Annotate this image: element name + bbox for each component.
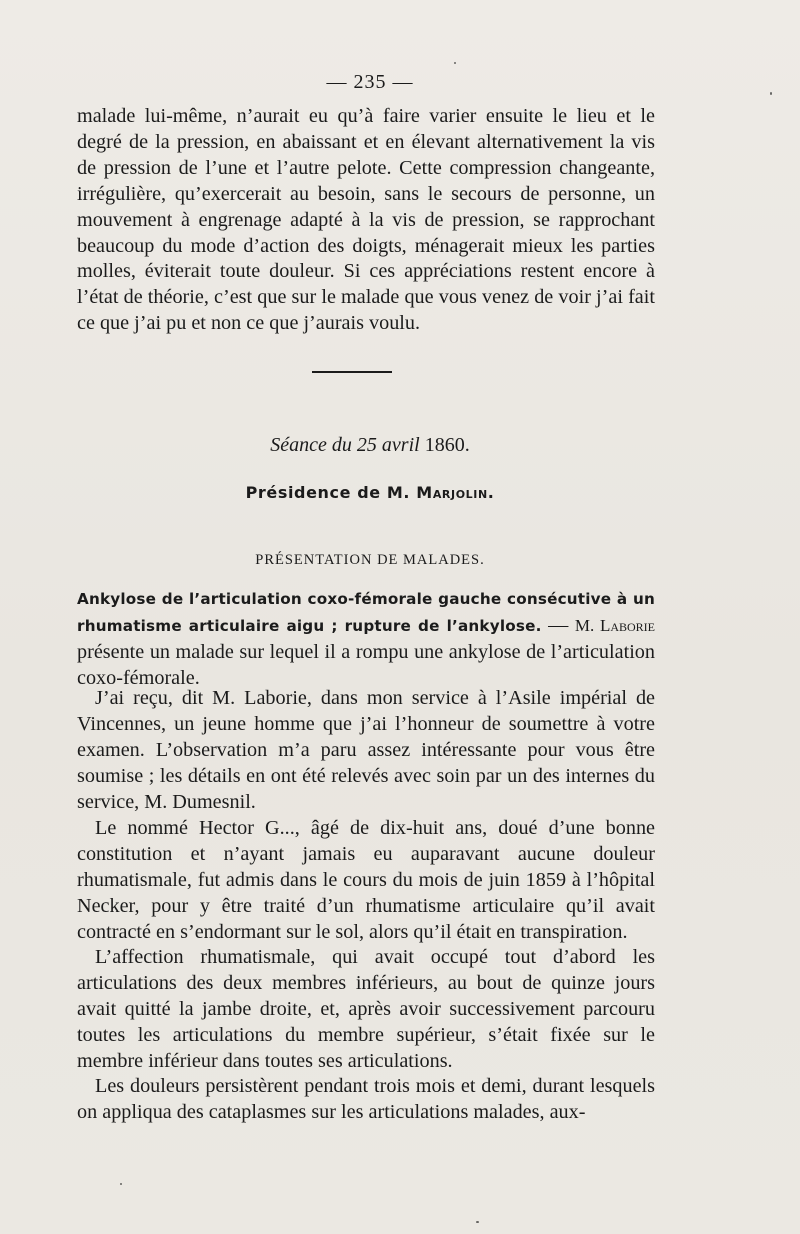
paragraph-laborie-report: J’ai reçu, dit M. Laborie, dans mon service à l’Asile impérial de Vincennes, un jeune homme que j’ai l’honneur de soumettre à votre examen. L’observation m’a paru assez intéressante pour vous être soumise ; les détails en ont été relevés avec soin par un des internes du service, M. Dumesnil.	[77, 687, 655, 813]
paragraph-pain-duration: Les douleurs persistèrent pendant trois mois et demi, durant lesquels on appliqua des cataplasmes sur les articulations malades, aux-	[77, 1075, 655, 1123]
session-title-prefix: Séance du	[270, 434, 357, 456]
session-year: 1860.	[424, 434, 470, 456]
scan-speck	[120, 1183, 122, 1185]
scan-speck	[454, 62, 456, 64]
case-author: M. Laborie	[574, 615, 656, 635]
case-intro-paragraph	[77, 586, 655, 692]
scan-speck	[770, 92, 772, 95]
section-divider	[312, 371, 392, 373]
session-title	[0, 434, 740, 457]
case-title-dash: —	[541, 613, 575, 636]
paragraph-patient-history: Le nommé Hector G..., âgé de dix-huit ans, doué d’une bonne constitution et n’ayant jamais eu auparavant aucune douleur rhumatismale, fut admis dans le cours du mois de juin 1859 à l’hôpital Necker, pour y être traité d’un rhumatisme articulaire qu’il avait contracté en s’endormant sur le sol, alors qu’il était en transpiration.	[77, 817, 655, 943]
presidency-prefix: Présidence de M.	[245, 483, 417, 502]
presidency-name: Marjolin.	[416, 483, 495, 502]
paragraph-continuation: malade lui-même, n’aurait eu qu’à faire varier ensuite le lieu et le degré de la pression, en abaissant et en élevant alternativement la vis de pression de l’une et l’autre pelote. Cette compression changeante, irrégulière, qu’exercerait au besoin, sans le secours de personne, un mouvement à engrenage adapté à la vis de pression, se rapprochant beaucoup du mode d’action des doigts, ménagerait mieux les parties molles, éviterait toute douleur. Si ces appréciations restent encore à l’état de théorie, c’est que sur le malade que vous venez de voir j’ai fait ce que j’ai pu et non ce que j’aurais voulu.	[77, 105, 655, 335]
page-number: — 235 —	[326, 71, 414, 93]
scan-speck	[476, 1221, 479, 1223]
session-presidency	[0, 483, 740, 502]
paragraph-rheumatic-course: L’affection rhumatismale, qui avait occupé tout d’abord les articulations des deux membres inférieurs, au bout de quinze jours avait quitté la jambe droite, et, après avoir successivement parcouru toutes les articulations du membre supérieur, s’était fixée sur le membre inférieur dans toutes ses articulations.	[77, 946, 655, 1072]
section-heading: PRÉSENTATION DE MALADES.	[255, 552, 485, 568]
case-title: Ankylose de l’articulation coxo-fémorale gauche consécutive à un rhumatisme articulaire aigu ; rupture de l’ankylose.	[77, 590, 655, 635]
session-date: 25 avril	[356, 434, 420, 456]
case-intro-text: présente un malade sur lequel il a rompu une ankylose de l’articulation coxo-fémorale.	[77, 640, 655, 689]
